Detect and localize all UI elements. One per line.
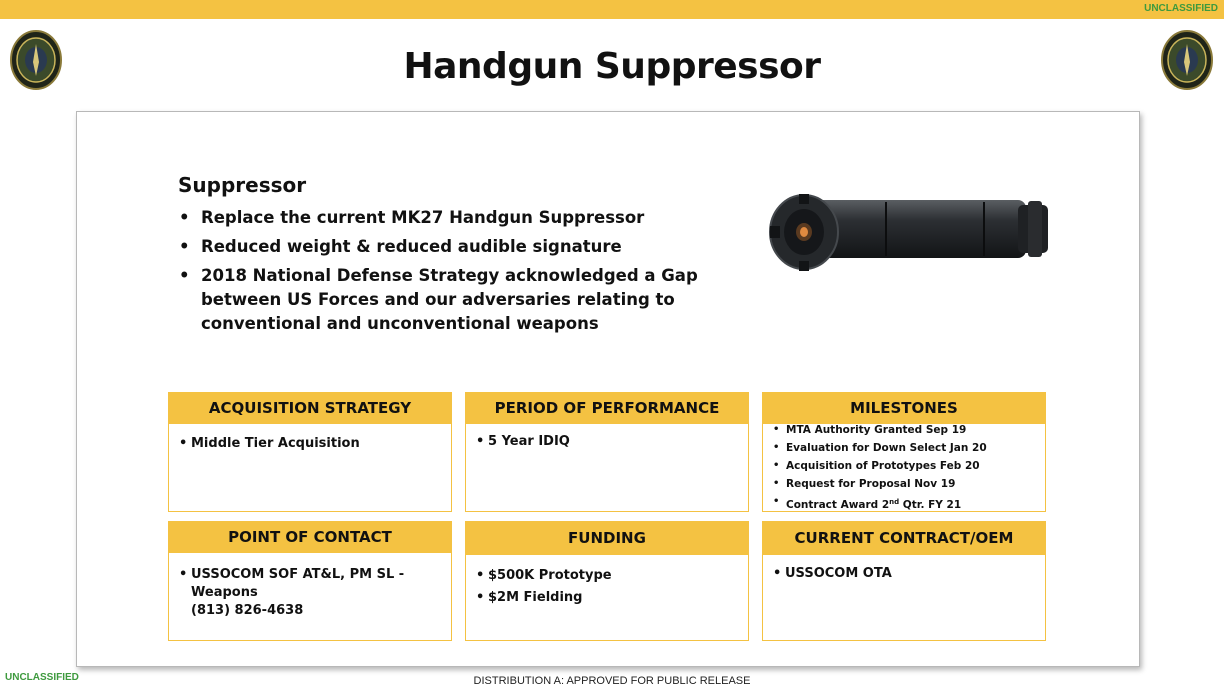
list-item: • Acquisition of Prototypes Feb 20 [773, 457, 1039, 475]
page-title: Handgun Suppressor [403, 46, 821, 87]
current-contract-box [762, 521, 1046, 641]
summary-bullets [178, 206, 768, 341]
contact-line: Weapons [191, 585, 258, 600]
funding-box [465, 521, 749, 641]
list-item: • Contract Award 2nd Qtr. FY 21 [773, 493, 1039, 514]
point-of-contact-box [168, 521, 452, 641]
section-heading: Suppressor [178, 173, 307, 197]
suppressor-image [766, 186, 1058, 272]
period-of-performance-box [465, 392, 749, 512]
box-header: ACQUISITION STRATEGY [169, 393, 451, 424]
list-item: • $2M Fielding [476, 589, 740, 607]
milestones-box [762, 392, 1046, 512]
box-header: FUNDING [466, 522, 748, 555]
box-header: POINT OF CONTACT [169, 522, 451, 553]
contact-line: USSOCOM SOF AT&L, PM SL - [191, 567, 405, 582]
distribution-statement: DISTRIBUTION A: APPROVED FOR PUBLIC RELEASE [473, 675, 751, 687]
list-item: • Evaluation for Down Select Jan 20 [773, 439, 1039, 457]
summary-bullet: • Replace the current MK27 Handgun Suppressor [178, 206, 768, 230]
box-header: CURRENT CONTRACT/OEM [763, 522, 1045, 555]
box-header: PERIOD OF PERFORMANCE [466, 393, 748, 424]
list-item: • USSOCOM OTA [773, 565, 1037, 583]
box-header: MILESTONES [763, 393, 1045, 424]
list-item: • MTA Authority Granted Sep 19 [773, 421, 1039, 439]
summary-bullet: • Reduced weight & reduced audible signature [178, 235, 768, 259]
classification-top: UNCLASSIFIED [1144, 3, 1218, 14]
acquisition-strategy-box [168, 392, 452, 512]
list-item: • Middle Tier Acquisition [179, 435, 443, 453]
contact-phone: (813) 826-4638 [191, 603, 304, 618]
summary-bullet: • 2018 National Defense Strategy acknowledged a Gap between US Forces and our adversaries relating to conventional and unconventional weapons [178, 264, 768, 336]
list-item: • Request for Proposal Nov 19 [773, 475, 1039, 493]
classification-bottom: UNCLASSIFIED [5, 672, 79, 683]
list-item: • $500K Prototype [476, 567, 740, 585]
list-item: • 5 Year IDIQ [476, 433, 740, 451]
list-item [179, 566, 443, 620]
top-classification-bar [0, 0, 1224, 19]
